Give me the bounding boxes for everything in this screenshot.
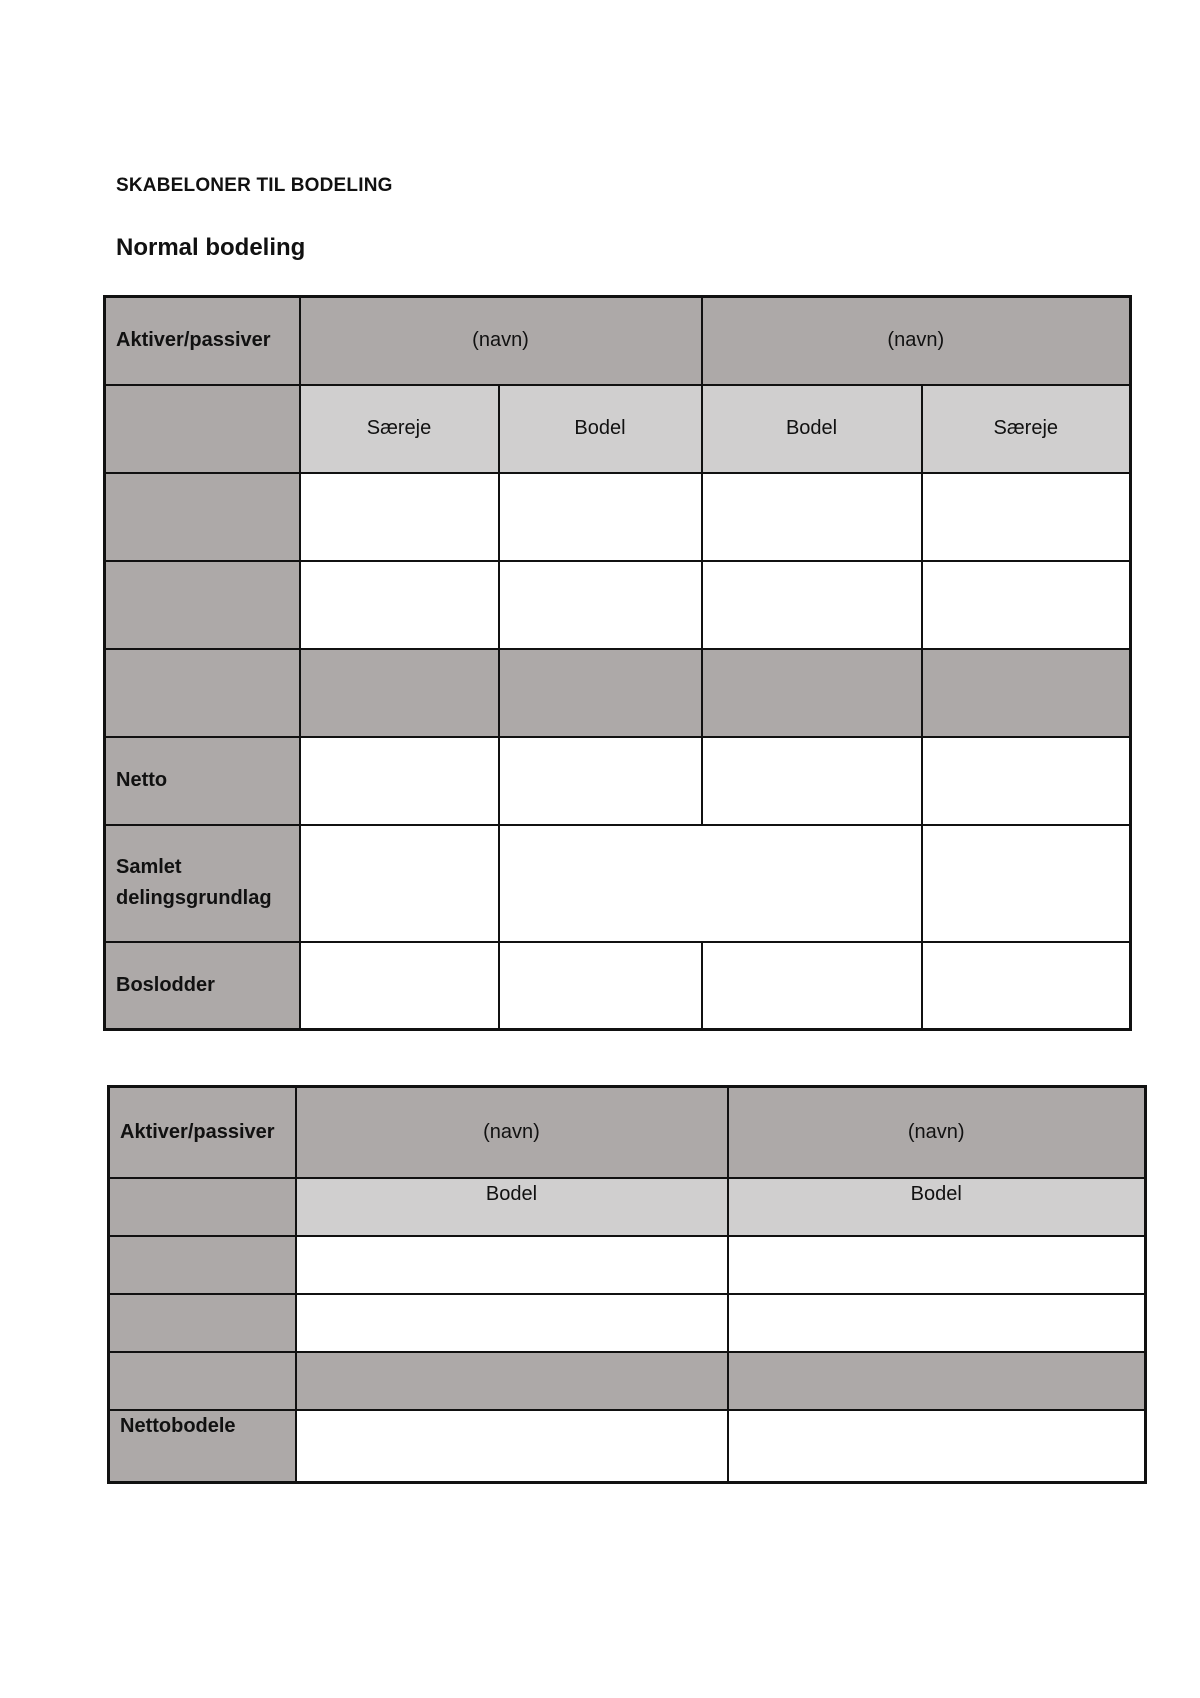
value-cell[interactable] <box>922 473 1131 561</box>
row-label-cell[interactable] <box>105 649 300 737</box>
subheader-bodel-2: Bodel <box>728 1178 1146 1236</box>
boslodder-label: Boslodder <box>105 942 300 1030</box>
corner-label: Aktiver/passiver <box>109 1087 296 1178</box>
value-cell[interactable] <box>728 1236 1146 1294</box>
value-cell[interactable] <box>728 1352 1146 1410</box>
value-cell[interactable] <box>922 825 1131 942</box>
value-cell[interactable] <box>922 737 1131 825</box>
value-cell[interactable] <box>300 561 499 649</box>
value-cell[interactable] <box>728 1294 1146 1352</box>
party-2-name[interactable]: (navn) <box>728 1087 1146 1178</box>
normal-bodeling-table <box>103 295 1132 1031</box>
page-subheading: Normal bodeling <box>116 234 306 261</box>
value-cell[interactable] <box>702 942 922 1030</box>
row-label-cell[interactable] <box>109 1294 296 1352</box>
row-label-cell <box>109 1178 296 1236</box>
page-heading: SKABELONER TIL BODELING <box>116 175 393 196</box>
bodel-table <box>107 1085 1147 1484</box>
row-label-cell[interactable] <box>109 1236 296 1294</box>
value-cell[interactable] <box>300 737 499 825</box>
value-cell[interactable] <box>296 1236 728 1294</box>
table-header-row <box>105 297 1131 385</box>
table-row <box>109 1352 1146 1410</box>
value-cell[interactable] <box>499 561 702 649</box>
value-cell[interactable] <box>499 649 702 737</box>
samlet-delingsgrundlag-row <box>105 825 1131 942</box>
subheader-bodel-1: Bodel <box>499 385 702 473</box>
table-header-row <box>109 1087 1146 1178</box>
row-label-cell[interactable] <box>105 561 300 649</box>
subheader-bodel-2: Bodel <box>702 385 922 473</box>
boslodder-row <box>105 942 1131 1030</box>
party-1-name[interactable]: (navn) <box>296 1087 728 1178</box>
value-cell[interactable] <box>728 1410 1146 1483</box>
value-cell[interactable] <box>702 737 922 825</box>
table-row <box>109 1236 1146 1294</box>
samlet-delingsgrundlag-label: Samlet delingsgrundlag <box>105 825 300 942</box>
subheader-saereje-1: Særeje <box>300 385 499 473</box>
value-cell[interactable] <box>296 1352 728 1410</box>
value-cell[interactable] <box>499 473 702 561</box>
netto-row <box>105 737 1131 825</box>
value-cell[interactable] <box>300 649 499 737</box>
party-2-name[interactable]: (navn) <box>702 297 1131 385</box>
table-subheader-row <box>105 385 1131 473</box>
value-cell[interactable] <box>922 942 1131 1030</box>
nettobodele-row <box>109 1410 1146 1483</box>
value-cell[interactable] <box>300 825 499 942</box>
value-cell[interactable] <box>499 825 922 942</box>
value-cell[interactable] <box>296 1294 728 1352</box>
value-cell[interactable] <box>499 942 702 1030</box>
nettobodele-label: Nettobodele <box>109 1410 296 1483</box>
subheader-saereje-2: Særeje <box>922 385 1131 473</box>
table-row <box>105 649 1131 737</box>
table-subheader-row <box>109 1178 1146 1236</box>
value-cell[interactable] <box>300 942 499 1030</box>
subheader-bodel-1: Bodel <box>296 1178 728 1236</box>
value-cell[interactable] <box>922 561 1131 649</box>
value-cell[interactable] <box>296 1410 728 1483</box>
row-label-cell[interactable] <box>109 1352 296 1410</box>
value-cell[interactable] <box>499 737 702 825</box>
row-label-cell <box>105 385 300 473</box>
row-label-cell[interactable] <box>105 473 300 561</box>
value-cell[interactable] <box>922 649 1131 737</box>
party-1-name[interactable]: (navn) <box>300 297 702 385</box>
value-cell[interactable] <box>702 649 922 737</box>
value-cell[interactable] <box>300 473 499 561</box>
netto-label: Netto <box>105 737 300 825</box>
value-cell[interactable] <box>702 473 922 561</box>
table-row <box>105 561 1131 649</box>
table-row <box>105 473 1131 561</box>
value-cell[interactable] <box>702 561 922 649</box>
corner-label: Aktiver/passiver <box>105 297 300 385</box>
table-row <box>109 1294 1146 1352</box>
